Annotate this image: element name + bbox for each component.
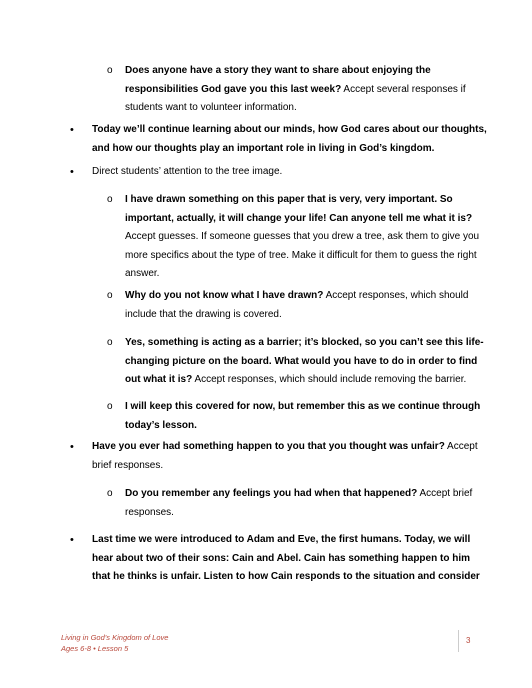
page-number: 3 <box>466 636 471 645</box>
footer-subtitle: Ages 6-8 • Lesson 5 <box>61 644 129 653</box>
circle-bullet-icon: o <box>107 290 113 301</box>
item-bold-text: Last time we were introduced to Adam and Eve, the first humans. Today, we will hear about two of their sons: Cain and Abel. Cain has something happen to him that he thinks is unfair. Listen to how Cain responds to the situation and consider <box>92 534 480 582</box>
circle-bullet-icon: o <box>107 194 113 205</box>
item-bold-text: Does anyone have a story they want to share about enjoying the responsibilities God gave you this last week? <box>125 65 431 95</box>
list-item <box>107 485 487 522</box>
item-text: Accept several responses if students want to volunteer information. <box>125 83 466 113</box>
circle-bullet-icon: o <box>107 337 113 348</box>
disc-bullet-icon: • <box>70 124 74 136</box>
list-item <box>107 62 487 118</box>
item-bold-text: I have drawn something on this paper that is very, very important. So important, actually, it will change your life! Can anyone tell me what it is? <box>125 194 473 224</box>
list-item <box>107 398 487 435</box>
item-text: Accept responses, which should include that the drawing is covered. <box>125 290 469 320</box>
circle-bullet-icon: o <box>107 65 113 76</box>
item-text: Accept brief responses. <box>125 488 473 518</box>
item-text: Accept brief responses. <box>92 441 478 471</box>
disc-bullet-icon: • <box>70 166 74 178</box>
list-item <box>107 287 487 324</box>
item-text: Accept guesses. If someone guesses that you drew a tree, ask them to give you more specifics about the type of tree. Make it difficult for them to guess the right answer. <box>125 231 480 279</box>
list-item <box>70 121 487 158</box>
circle-bullet-icon: o <box>107 401 113 412</box>
footer-title: Living in God’s Kingdom of Love <box>61 633 169 642</box>
footer <box>61 632 168 654</box>
item-text: Accept responses, which should include removing the barrier. <box>192 374 467 385</box>
circle-bullet-icon: o <box>107 488 113 499</box>
disc-bullet-icon: • <box>70 441 74 453</box>
item-bold-text: Have you ever had something happen to you that you thought was unfair? <box>92 441 445 452</box>
item-bold-text: Do you remember any feelings you had when that happened? <box>125 488 418 499</box>
item-bold-text: Today we’ll continue learning about our minds, how God cares about our thoughts, and how our thoughts play an important role in living in God’s kingdom. <box>92 124 487 154</box>
item-bold-text: Why do you not know what I have drawn? <box>125 290 324 301</box>
disc-bullet-icon: • <box>70 534 74 546</box>
item-text: Direct students’ attention to the tree image. <box>92 166 283 177</box>
list-item <box>107 334 487 390</box>
item-bold-text: I will keep this covered for now, but remember this as we continue through today’s lesson. <box>125 401 481 431</box>
list-item <box>70 438 487 475</box>
list-item <box>70 531 487 587</box>
item-bold-text: Yes, something is acting as a barrier; it’s blocked, so you can’t see this life-changing picture on the board. What would you have to do in order to find out what it is? <box>125 337 484 385</box>
list-item <box>70 163 487 182</box>
page-number-divider <box>458 630 459 652</box>
list-item <box>107 191 487 284</box>
